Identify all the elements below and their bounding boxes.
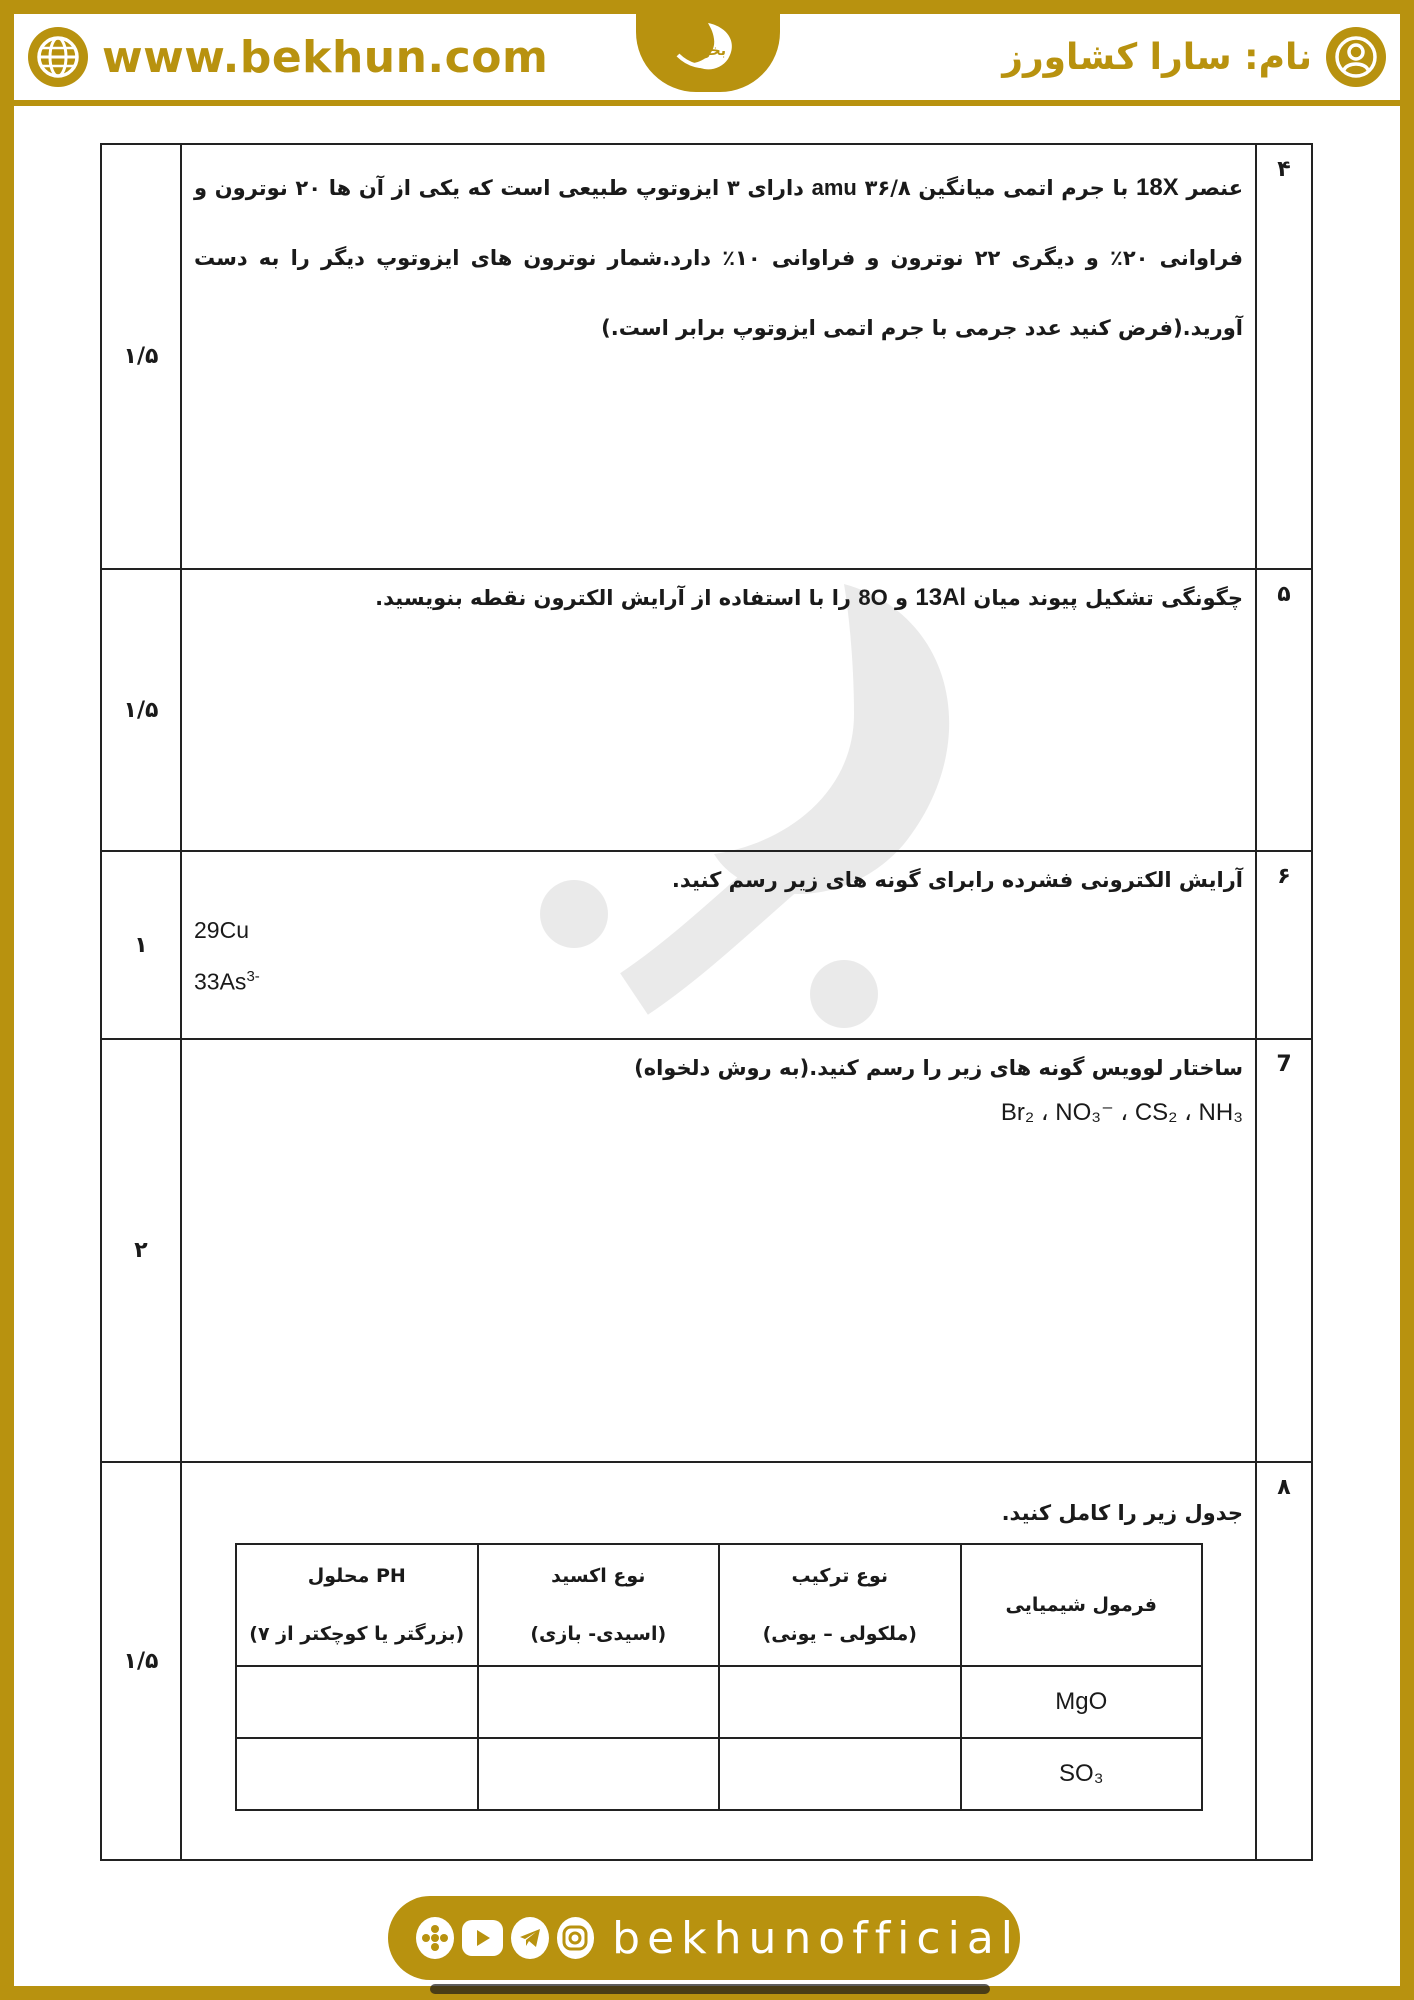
answer-cell[interactable] bbox=[478, 1666, 720, 1738]
question-row bbox=[101, 569, 1312, 851]
question-number: ۸ bbox=[1256, 1462, 1312, 1860]
instagram-icon[interactable] bbox=[557, 1917, 595, 1959]
social-footer bbox=[388, 1896, 1020, 1980]
questions-table bbox=[100, 143, 1313, 1861]
question-text: آرایش الکترونی فشرده رابرای گونه های زیر رسم کنید. bbox=[671, 868, 1243, 892]
cell-formula: MgO bbox=[961, 1666, 1203, 1738]
question-row bbox=[101, 851, 1312, 1039]
species-as: $33As^{3-}$ bbox=[194, 968, 260, 995]
name-label: نام: سارا کشاورز bbox=[1002, 36, 1312, 78]
logo-text: بخون bbox=[689, 43, 727, 59]
question-row bbox=[101, 144, 1312, 569]
aparat-icon[interactable] bbox=[416, 1917, 454, 1959]
lewis-species: Br₂ ، NO₃⁻ ، CS₂ ، NH₃ bbox=[1000, 1099, 1243, 1126]
answer-cell[interactable] bbox=[478, 1738, 720, 1810]
social-handle[interactable]: bekhunofficial bbox=[612, 1912, 1021, 1964]
question-body bbox=[181, 851, 1256, 1039]
question-score: ۱/۵ bbox=[101, 144, 181, 569]
answer-cell[interactable] bbox=[719, 1738, 961, 1810]
question-score: ۱ bbox=[101, 851, 181, 1039]
table-row bbox=[236, 1666, 1202, 1738]
user-icon bbox=[1326, 27, 1386, 87]
header-bar bbox=[14, 14, 1400, 106]
question-score: ۱/۵ bbox=[101, 569, 181, 851]
footer-shadow bbox=[430, 1984, 990, 1994]
globe-icon bbox=[28, 27, 88, 87]
question-text: چگونگی تشکیل پیوند میان 13Al و 8O را با استفاده از آرایش الکترون نقطه بنویسید. bbox=[375, 584, 1243, 611]
site-link[interactable] bbox=[28, 22, 548, 92]
question-body bbox=[181, 1462, 1256, 1860]
brand-logo bbox=[636, 14, 780, 92]
question-number: ۴ bbox=[1256, 144, 1312, 569]
answer-cell[interactable] bbox=[236, 1666, 478, 1738]
question-row bbox=[101, 1039, 1312, 1462]
telegram-icon[interactable] bbox=[511, 1917, 549, 1959]
table-row bbox=[236, 1738, 1202, 1810]
site-url: www.bekhun.com bbox=[102, 31, 549, 83]
exam-page bbox=[14, 14, 1400, 1986]
question-body bbox=[181, 1039, 1256, 1462]
question-text: جدول زیر را کامل کنید. bbox=[1001, 1501, 1243, 1525]
question-number: 7 bbox=[1256, 1039, 1312, 1462]
question-row bbox=[101, 1462, 1312, 1860]
species-cu: 29Cu bbox=[194, 917, 249, 943]
question-text: عنصر 18X با جرم اتمی میانگین amu ۳۶/۸ دارای ۳ ایزوتوپ طبیعی است که یکی از آن ها ۲۰ نوترون و فراوانی ۲۰٪ و دیگری ۲۲ نوترون و فراوانی ۱۰٪ دارد.شمار نوترون های ایزوتوپ دیگر را به دست آورید.(فرض کنید عدد جرمی با جرم اتمی ایزوتوپ برابر است.) bbox=[194, 174, 1244, 340]
question-score: ۲ bbox=[101, 1039, 181, 1462]
question-number: ۶ bbox=[1256, 851, 1312, 1039]
student-name bbox=[1002, 22, 1386, 92]
question-body bbox=[181, 569, 1256, 851]
header-ph: PH محلول (بزرگتر یا کوچکتر از ۷) bbox=[236, 1544, 478, 1666]
logo-mark-icon bbox=[658, 15, 758, 85]
header-compound-type: نوع ترکیب (ملکولی – یونی) bbox=[719, 1544, 961, 1666]
answer-cell[interactable] bbox=[719, 1666, 961, 1738]
youtube-icon[interactable] bbox=[462, 1920, 503, 1956]
answer-table bbox=[235, 1543, 1203, 1811]
answer-cell[interactable] bbox=[236, 1738, 478, 1810]
header-oxide-type: نوع اکسید (اسیدی- بازی) bbox=[478, 1544, 720, 1666]
question-body bbox=[181, 144, 1256, 569]
header-formula: فرمول شیمیایی bbox=[961, 1544, 1203, 1666]
question-text: ساختار لوویس گونه های زیر را رسم کنید.(به روش دلخواه) bbox=[634, 1056, 1243, 1080]
cell-formula: SO₃ bbox=[961, 1738, 1203, 1810]
question-score: ۱/۵ bbox=[101, 1462, 181, 1860]
question-number: ۵ bbox=[1256, 569, 1312, 851]
answer-table-header bbox=[236, 1544, 1202, 1666]
